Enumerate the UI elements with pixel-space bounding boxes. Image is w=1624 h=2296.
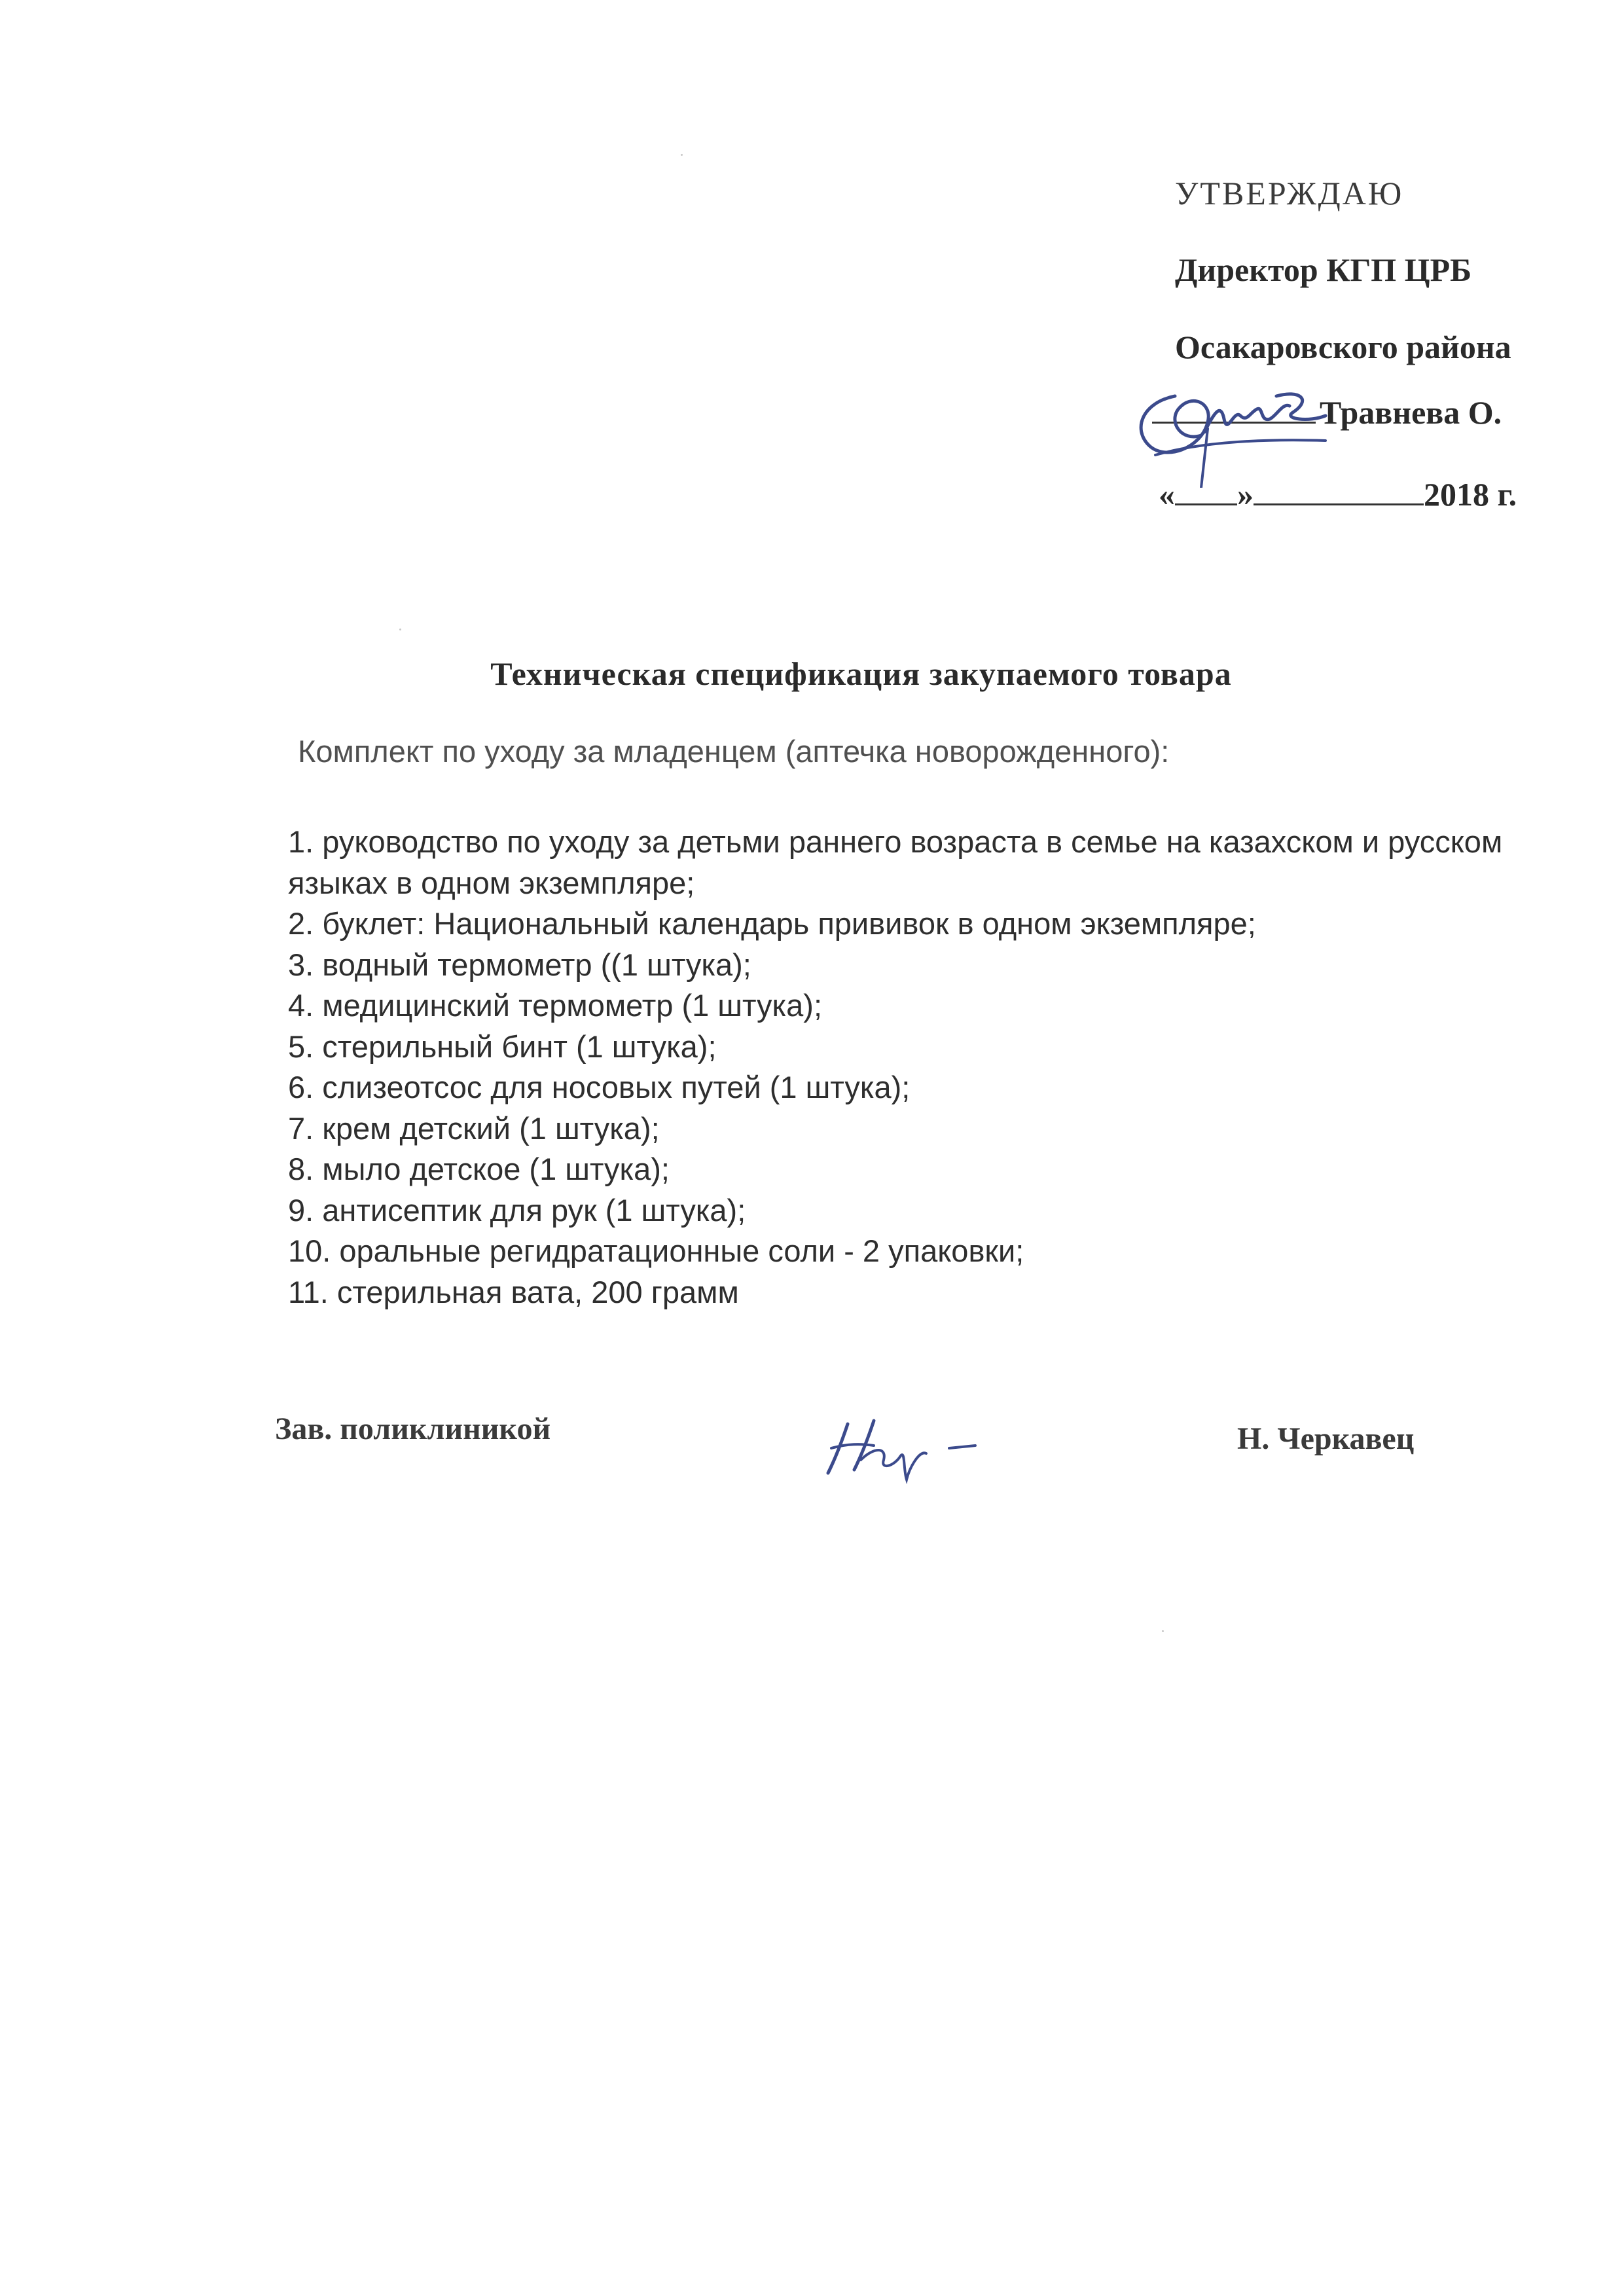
- footer-position-label: Зав. поликлиникой: [275, 1412, 551, 1446]
- approval-heading: УТВЕРЖДАЮ: [1175, 175, 1404, 211]
- list-item: 2. буклет: Национальный календарь прививок в одном экземпляре;: [288, 906, 1256, 941]
- scan-speck: [681, 154, 683, 156]
- list-item: 4. медицинский термометр (1 штука);: [288, 988, 823, 1023]
- document-title: Техническая спецификация закупаемого товара: [490, 655, 1232, 692]
- kit-name: Комплект по уходу за младенцем (аптечка новорожденного):: [298, 734, 1170, 769]
- list-item: 6. слизеотсос для носовых путей (1 штука);: [288, 1070, 911, 1104]
- approver-name: Травнева О.: [1320, 394, 1502, 431]
- date-open-quote: «: [1159, 476, 1175, 513]
- list-item: 11. стерильная вата, 200 грамм: [288, 1274, 739, 1309]
- list-item: 5. стерильный бинт (1 штука);: [288, 1029, 717, 1064]
- footer-signatory-name: Н. Черкавец: [1237, 1421, 1415, 1456]
- director-signature: [1129, 357, 1339, 488]
- scan-speck: [1162, 1630, 1164, 1632]
- list-item: 9. антисептик для рук (1 штука);: [288, 1192, 746, 1228]
- date-year: 2018 г.: [1424, 476, 1517, 513]
- head-signature: [821, 1408, 992, 1486]
- list-item: 10. оральные регидратационные соли - 2 упаковки;: [288, 1233, 1024, 1268]
- approver-district: Осакаровского района: [1175, 329, 1511, 365]
- items-list: [288, 822, 1532, 1313]
- list-item: 7. крем детский (1 штука);: [288, 1110, 660, 1146]
- date-close-quote: »: [1237, 476, 1254, 513]
- approver-position: Директор КГП ЦРБ: [1175, 251, 1472, 288]
- scan-speck: [399, 629, 401, 630]
- list-item: 1. руководство по уходу за детьми раннего возраста в семье на казахском и русском языках в одном экземпляре;: [288, 824, 1503, 900]
- list-item: 3. водный термометр ((1 штука);: [288, 947, 751, 982]
- list-item: 8. мыло детское (1 штука);: [288, 1152, 670, 1186]
